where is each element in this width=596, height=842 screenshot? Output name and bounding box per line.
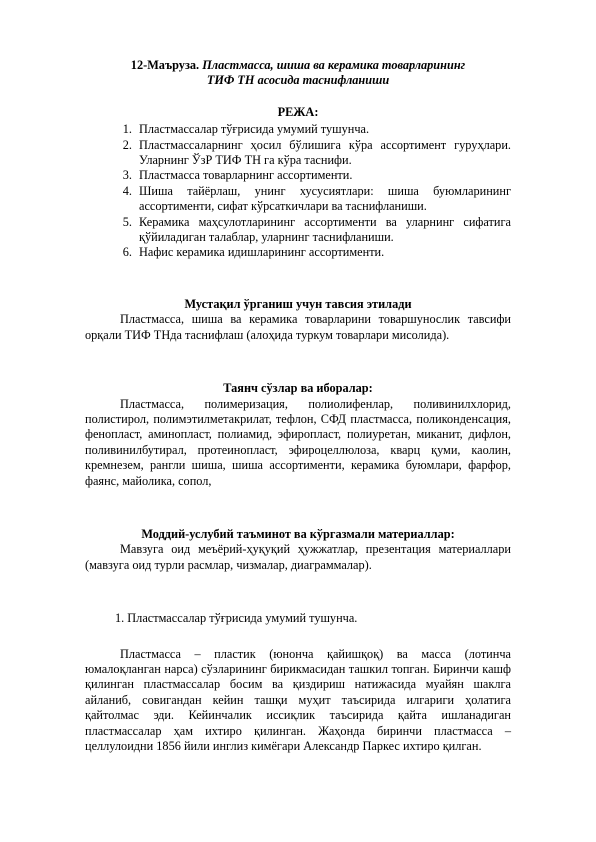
lecture-topic-line2: ТИФ ТН асосида таснифланиши: [206, 73, 390, 88]
lecture-title: [85, 58, 511, 73]
materials-text: Мавзуга оид меъёрий-ҳуқуқий ҳужжатлар, презентация материаллари (мавзуга оид турли расмлар, чизмалар, диаграммалар).: [85, 542, 511, 572]
plan-item: 1. Пластмассалар тўғрисида умумий тушунча.: [135, 122, 511, 137]
lecture-number: 12-Маъруза.: [130, 58, 200, 72]
section1-text: Пластмасса – пластик (юнонча қайишқоқ) ва масса (лотинча юмалоқланган нарса) сўзларининг бирикмасидан ташкил топган. Биринчи кашф қилинган пластмассалар босим ва қиздириш натижасида муайян шаклга айланиб, совигандан кейин ташқи муҳит таъсирида илгариги ҳолатига қайтолмас эди. Кейинчалик иссиқлик таъсирида қайта ишланадиган пластмассалар ҳам ихтиро қилинган. Жаҳонда биринчи пластмасса – целлулоидни 1856 йили инглиз кимёгари Александр Паркес ихтиро қилган.: [85, 646, 511, 753]
plan-item: 2. Пластмассаларнинг ҳосил бўлишига кўра ассортимент гуруҳлари. Уларнинг ЎзР ТИФ ТН га кўра таснифи.: [135, 138, 511, 169]
plan-item: 3. Пластмасса товарларнинг ассортименти.: [135, 168, 511, 183]
section1-heading: 1. Пластмассалар тўғрисида умумий тушунча.: [115, 611, 358, 626]
plan-item: 4. Шиша тайёрлаш, унинг хусусиятлари: шиша буюмларининг ассортименти, сифат кўрсаткичлари ва таснифланиши.: [135, 184, 511, 215]
keywords-text: Пластмасса, полимеризация, полиолифенлар, поливинилхлорид, полистирол, полимэтилметакрилат, тефлон, СФД пластмасса, поликонденсация, фенопласт, аминопласт, полиамид, эфиропласт, полиуретан, миканит, дифлон, поливинилбутирал, протеинопласт, эфироцеллюлоза, кварц қуми, каолин, кремнезем, рангли шиша, шиша ассортименти, керамика буюмлари, фарфор, фаянс, майолика, сопол,: [85, 396, 511, 488]
plan-list: [85, 122, 511, 261]
plan-item: 6. Нафис керамика идишларининг ассортименти.: [135, 245, 511, 260]
plan-item: 5. Керамика маҳсулотларининг ассортименти ва уларнинг сифатига қўйиладиган талаблар, уларнинг таснифланиши.: [135, 215, 511, 246]
keywords-heading: Таянч сўзлар ва иборалар:: [223, 381, 373, 396]
plan-heading: РЕЖА:: [277, 104, 319, 119]
lecture-topic-line1: Пластмасса, шиша ва керамика товарларининг: [202, 58, 466, 72]
independent-study-heading: Мустақил ўрганиш учун тавсия этилади: [184, 296, 412, 311]
independent-study-text: Пластмасса, шиша ва керамика товарларини товаршунослик тавсифи орқали ТИФ ТНда таснифлаш (алоҳида туркум товарлари мисолида).: [85, 312, 511, 342]
materials-heading: Моддий-услубий таъминот ва кўргазмали материаллар:: [141, 526, 455, 541]
